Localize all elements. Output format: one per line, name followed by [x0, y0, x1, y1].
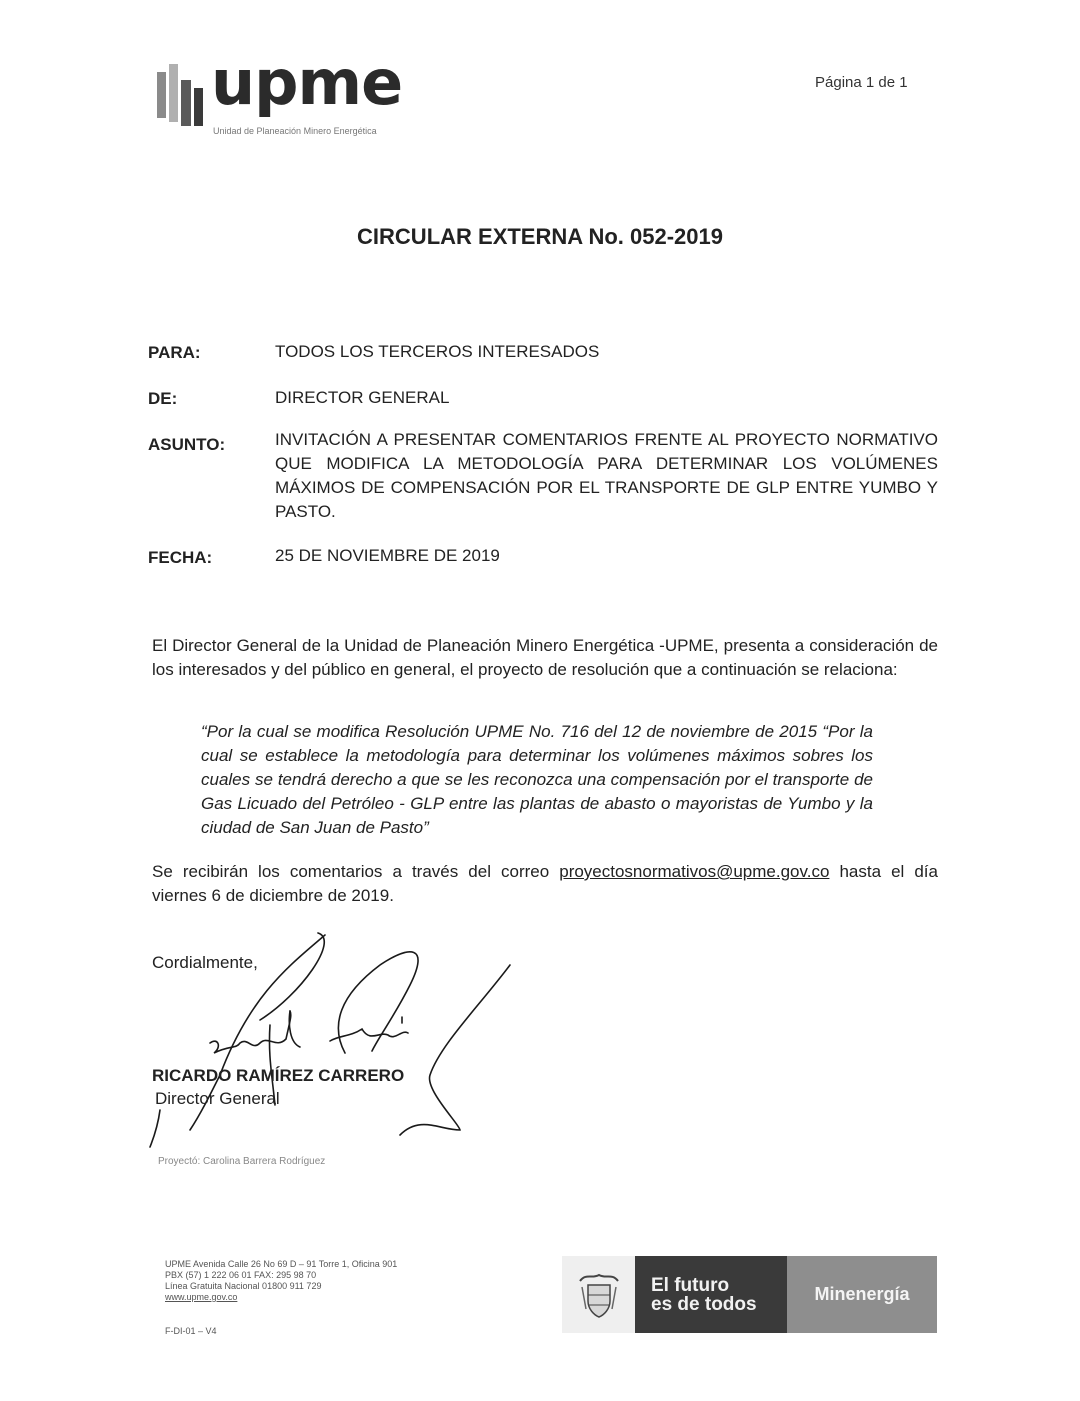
comments-email-link[interactable]: proyectosnormativos@upme.gov.co — [559, 862, 830, 881]
upme-logo-mark-icon — [155, 58, 210, 128]
footer-address: UPME Avenida Calle 26 No 69 D – 91 Torre 1, Oficina 901 — [165, 1259, 398, 1269]
form-code: F-DI-01 – V4 — [165, 1326, 217, 1336]
footer-contact — [165, 1259, 397, 1303]
para-label: PARA: — [148, 343, 201, 362]
para-value: TODOS LOS TERCEROS INTERESADOS — [275, 342, 600, 361]
upme-logo — [155, 46, 415, 140]
asunto-value: INVITACIÓN A PRESENTAR COMENTARIOS FRENTE AL PROYECTO NORMATIVO QUE MODIFICA LA METODOLOGÍA PARA DETERMINAR LOS VOLÚMENES MÁXIMOS DE COMPENSACIÓN POR EL TRANSPORTE DE GLP ENTRE YUMBO Y PASTO. — [275, 430, 938, 521]
intro-paragraph: El Director General de la Unidad de Planeación Minero Energética -UPME, presenta a consideración de los interesados y del público en general, el proyecto de resolución que a continuación se relaciona: — [152, 636, 938, 679]
de-label: DE: — [148, 389, 178, 408]
logo-subtitle: Unidad de Planeación Minero Energética — [213, 126, 377, 136]
colombia-coat-of-arms-icon — [576, 1269, 622, 1321]
banner-slogan-line-1: El futuro — [651, 1274, 730, 1296]
banner-ministry: Minenergía — [787, 1256, 937, 1333]
signer-name: RICARDO RAMÍREZ CARRERO — [152, 1066, 405, 1085]
comments-text-after: hasta el día viernes 6 de diciembre de 2019. — [152, 862, 938, 905]
banner-slogan — [635, 1256, 787, 1333]
fecha-value: 25 DE NOVIEMBRE DE 2019 — [275, 546, 500, 565]
comments-paragraph — [152, 860, 938, 908]
footer-phone: PBX (57) 1 222 06 01 FAX: 295 98 70 — [165, 1270, 317, 1280]
page-number: Página 1 de 1 — [815, 74, 908, 91]
resolution-quote: “Por la cual se modifica Resolución UPME No. 716 del 12 de noviembre de 2015 “Por la cual se establece la metodología para determinar los volúmenes máximos sobres los cuales se tendrá derecho a que se les reconozca una compensación por el transporte de Gas Licuado del Petróleo - GLP entre las plantas de abasto o mayoristas de Yumbo y la ciudad de San Juan de Pasto” — [201, 722, 873, 837]
government-banner — [562, 1256, 937, 1333]
signer-role: Director General — [155, 1089, 280, 1108]
banner-shield — [562, 1256, 635, 1333]
document-title: CIRCULAR EXTERNA No. 052-2019 — [357, 224, 723, 249]
comments-text-before: Se recibirán los comentarios a través del correo — [152, 862, 560, 881]
projected-by-note: Proyectó: Carolina Barrera Rodríguez — [158, 1156, 326, 1167]
salutation: Cordialmente, — [152, 953, 258, 972]
banner-slogan-line-2: es de todos — [651, 1293, 757, 1315]
asunto-label: ASUNTO: — [148, 435, 226, 454]
de-value: DIRECTOR GENERAL — [275, 388, 450, 407]
logo-wordmark: upme — [211, 46, 403, 119]
fecha-label: FECHA: — [148, 548, 213, 567]
footer-toll-free: Línea Gratuita Nacional 01800 911 729 — [165, 1281, 322, 1291]
footer-website-link[interactable]: www.upme.gov.co — [165, 1292, 238, 1302]
handwritten-signature — [140, 925, 520, 1155]
